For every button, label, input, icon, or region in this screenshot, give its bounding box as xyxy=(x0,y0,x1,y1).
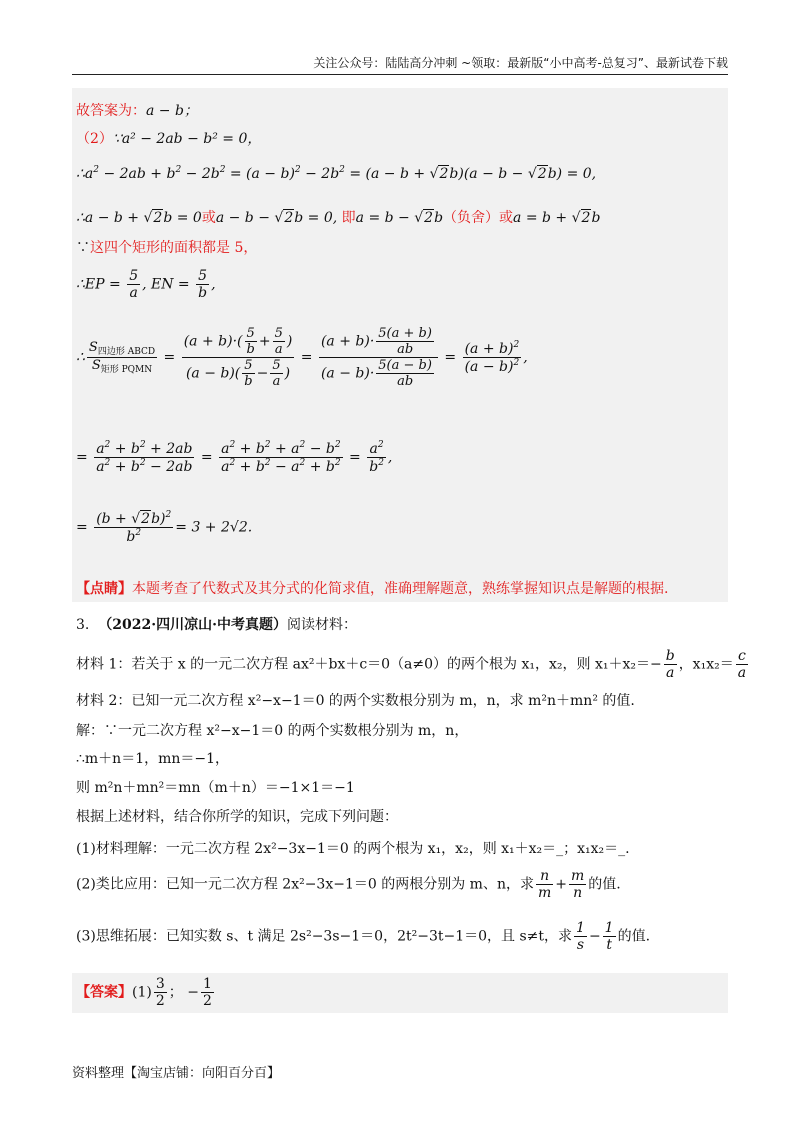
question-2: (2)类比应用：已知一元二次方程 2x²−3x−1＝0 的两根分别为 m、n，求 $\frac{n}{m}$ + $\frac{m}{n}$ 的值. xyxy=(76,868,621,901)
page-footer: 资料整理【淘宝店铺：向阳百分百】 xyxy=(72,1066,281,1081)
problem-title: 3. （2022·四川凉山·中考真题）阅读材料： xyxy=(76,617,357,633)
material-1: 材料 1：若关于 x 的一元二次方程 ax²＋bx＋c＝0（a≠0）的两个根为 x₁，x₂，则 x₁＋x₂＝− $\frac{b}{a}$ ，x₁x₂＝ $\frac{c}{a}$ xyxy=(76,648,747,681)
result-line: = $\frac{(b + √2b)^2}{b^2}$ = 3 + 2√2. xyxy=(76,510,253,545)
material-2: 材料 2：已知一元二次方程 x²−x−1＝0 的两个实数根分别为 m，n，求 m²n＋mn² 的值. xyxy=(76,693,635,709)
roots-line: ∴a − b + √2b = 0或a − b − √2b = 0, 即a = b − √2b（负舍）或a = b + √2b xyxy=(76,210,601,226)
answer-line-2: 【答案】(1) $\frac{3}{2}$ ； − $\frac{1}{2}$ xyxy=(76,976,212,1009)
area-line: ∵这四个矩形的面积都是 5， xyxy=(76,240,258,256)
instruction-line: 根据上述材料，结合你所学的知识，完成下列问题： xyxy=(76,809,398,825)
page-header: 关注公众号：陆陆高分冲刺 ~领取：最新版“小中高考-总复习”、最新试卷下载 xyxy=(72,54,728,75)
question-3: (3)思维拓展：已知实数 s、t 满足 2s²−3s−1＝0，2t²−3t−1＝0，且 s≠t，求 $\frac{1}{s}$ − $\frac{1}{t}$ 的值. xyxy=(76,920,651,953)
solution-step-1: 解：∵一元二次方程 x²−x−1＝0 的两个实数根分别为 m，n， xyxy=(76,723,469,739)
factor-line: $\therefore a^2 - 2ab + b^2 - 2b^2 = (a - b)^2 - 2b^2 = (a - b + √2b)(a - b - √2b) = 0$, xyxy=(76,165,597,182)
answer-line: 故答案为：a − b； xyxy=(76,103,198,119)
question-1: (1)材料理解：一元二次方程 2x²−3x−1＝0 的两个根为 x₁，x₂，则 x₁＋x₂＝_；x₁x₂＝_. xyxy=(76,841,630,857)
ep-en-line: ∴EP = $\frac{5}{a}$ , EN = $\frac{5}{b}$ , xyxy=(76,268,216,301)
solution-step-3: 则 m²n＋mn²＝mn（m＋n）＝−1×1＝−1 xyxy=(76,780,355,796)
ratio-line: ∴ $\frac{S_{四边形 ABCD}}{S_{矩形 PQMN}}$ = (a + b)·( $\frac{5}{b}$ + $\frac{5}{a}$ ) (a − b)( $\frac{5}{b}$ − $\frac{5}{a}$ ) = (a + b)· $\frac{5(a + b)}{ab}$ (a − b)· $\frac{5(a - b)}{ab}$ = $\frac{(a + b)^2}{(a - b)^2}$ , xyxy=(76,326,528,389)
solution-step-2: ∴m＋n＝1，mn＝−1， xyxy=(76,751,230,767)
comment-line: 【点睛】本题考查了代数式及其分式的化简求值，准确理解题意，熟练掌握知识点是解题的根据. xyxy=(76,581,669,597)
condition-line: （2）∵a² − 2ab − b² = 0， xyxy=(76,131,262,147)
simplify-line: = $\frac{a^2 + b^2 + 2ab}{a^2 + b^2 - 2ab}$ = $\frac{a^2 + b^2 + a^2 - b^2}{a^2 + b^2 - a^2 + b^2}$ = $\frac{a^2}{b^2}$ , xyxy=(76,440,393,475)
